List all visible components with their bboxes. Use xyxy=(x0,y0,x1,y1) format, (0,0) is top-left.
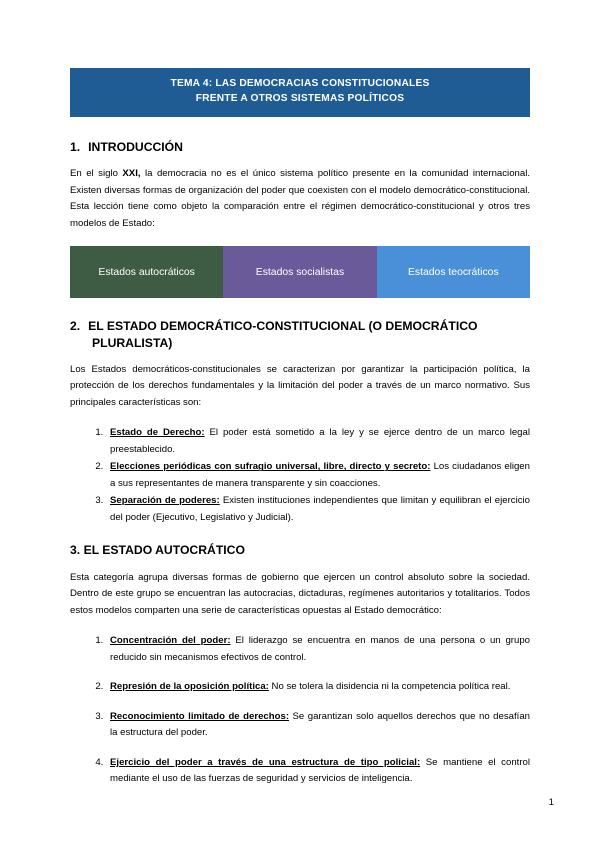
list-item-lead: Estado de Derecho: xyxy=(110,427,205,439)
box-label-3: Estados teocráticos xyxy=(407,266,499,278)
section-2-title-line-2: PLURALISTA) xyxy=(92,335,173,350)
title-line-2: FRENTE A OTROS SISTEMAS POLÍTICOS xyxy=(195,92,405,104)
section-1-paragraph-rest: la democracia no es el único sistema político presente en la comunidad internacional. Existen diversas formas de organización del poder que coexisten con el modelo democrático-constitucional. Esta lección tiene como objeto la comparación entre el régimen democrático-constitucional y otros tres modelos de Estado: xyxy=(70,168,530,229)
list-item-lead: Represión de la oposición política: xyxy=(110,681,269,693)
list-item xyxy=(106,679,530,696)
list-item-text: Existen instituciones independientes que limitan y equilibran el ejercicio del poder (Ejecutivo, Legislativo y Judicial). xyxy=(110,495,530,523)
section-1-title: INTRODUCCIÓN xyxy=(88,139,183,154)
box-estados-teocraticos xyxy=(377,246,530,298)
list-item xyxy=(106,493,530,526)
list-item xyxy=(106,459,530,492)
list-item-lead: Separación de poderes: xyxy=(110,495,220,507)
section-3-number: 3. xyxy=(70,543,81,558)
list-item-lead: Reconocimiento limitado de derechos: xyxy=(110,710,290,722)
list-item-text: Los ciudadanos eligen a sus representantes de manera transparente y sin coacciones. xyxy=(110,461,530,489)
section-1-heading xyxy=(70,139,530,155)
box-estados-autocraticos xyxy=(70,246,223,298)
section-2-number: 2. xyxy=(70,319,81,334)
list-item xyxy=(106,425,530,458)
list-item-lead: Ejercicio del poder a través de una estructura de tipo policial: xyxy=(110,756,421,768)
list-item-text: El liderazgo se encuentra en manos de una persona o un grupo reducido sin mecanismos efectivos de control. xyxy=(110,635,530,663)
section-1-paragraph-bold: XXI, xyxy=(122,168,141,180)
list-item xyxy=(106,709,530,742)
document-content xyxy=(70,68,530,801)
box-estados-socialistas xyxy=(223,246,376,298)
section-3-heading xyxy=(70,542,530,558)
list-item-lead: Elecciones periódicas con sufragio universal, libre, directo y secreto: xyxy=(110,461,431,473)
box-label-2: Estados socialistas xyxy=(255,266,345,278)
list-item-lead: Concentración del poder: xyxy=(110,635,231,647)
section-3-title: EL ESTADO AUTOCRÁTICO xyxy=(83,543,245,558)
list-item-text: El poder está sometido a la ley y se ejerce dentro de un marco legal preestablecido. xyxy=(110,427,530,455)
section-1-paragraph-prefix: En el siglo xyxy=(70,168,123,180)
section-2-title-line-1: EL ESTADO DEMOCRÁTICO-CONSTITUCIONAL (O DEMOCRÁTICO xyxy=(88,319,478,334)
section-3-paragraph: Esta categoría agrupa diversas formas de gobierno que ejercen un control absoluto sobre la sociedad. Dentro de este grupo se encuentran las autocracias, dictaduras, regímenes autoritarios y totalitarios. Todos estos modelos comparten una serie de características opuestas al Estado democrático: xyxy=(70,571,530,616)
section-1-number: 1. xyxy=(70,139,81,154)
list-item-text: Se mantiene el control mediante el uso de las fuerzas de seguridad y servicios de inteligencia. xyxy=(110,756,530,785)
list-item xyxy=(106,755,530,788)
title-line-1: TEMA 4: LAS DEMOCRACIAS CONSTITUCIONALES xyxy=(170,78,430,89)
list-item xyxy=(106,633,530,666)
section-3-list xyxy=(70,633,530,788)
list-item-text: Se garantizan solo aquellos derechos que no desafían la estructura del poder. xyxy=(110,710,530,739)
box-label-1: Estados autocráticos xyxy=(98,266,195,278)
document-title-banner xyxy=(70,68,530,117)
section-2-list xyxy=(70,425,530,526)
section-2-paragraph: Los Estados democráticos-constitucionales se caracterizan por garantizar la participación política, la protección de los derechos fundamentales y la limitación del poder a través de un marco normativo. Sus principales características son: xyxy=(70,363,530,408)
state-models-boxes xyxy=(70,246,530,298)
page-number: 1 xyxy=(548,797,554,808)
section-2-heading xyxy=(70,318,530,351)
list-item-text: No se tolera la disidencia ni la competencia política real. xyxy=(268,681,511,693)
section-1-paragraph xyxy=(70,166,530,232)
